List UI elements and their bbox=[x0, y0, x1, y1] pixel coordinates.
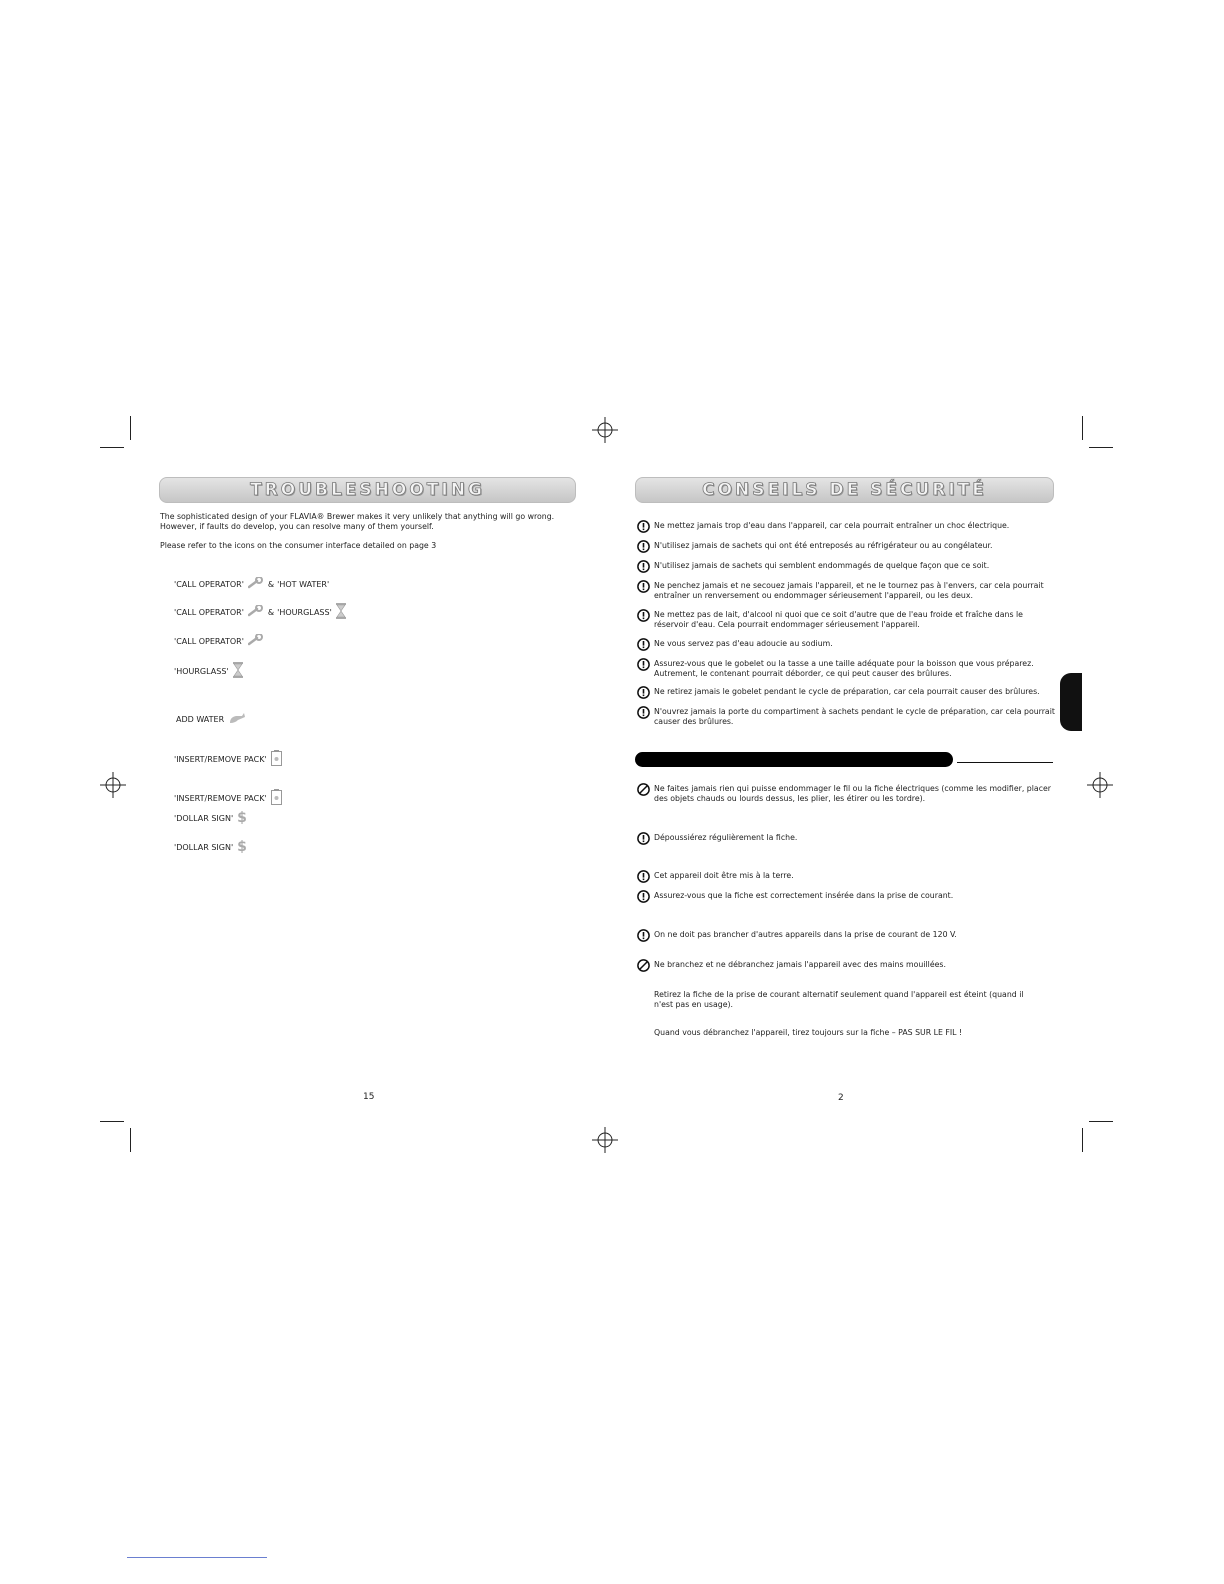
electrical-text: Ne branchez et ne débranchez jamais l'appareil avec des mains mouillées. bbox=[654, 960, 946, 969]
row-label: 'DOLLAR SIGN' bbox=[174, 842, 234, 852]
electrical-text: Ne faites jamais rien qui puisse endommager le fil ou la fiche électriques (comme les modifier, placer des objets chauds ou lourds dessus, les plier, les étirer ou les tordre). bbox=[654, 784, 1051, 803]
row-label: 'HOURGLASS' bbox=[174, 666, 229, 676]
trouble-row bbox=[174, 809, 251, 827]
safety-item bbox=[637, 561, 1055, 573]
registration-mark bbox=[1087, 772, 1113, 798]
section-bar bbox=[635, 752, 953, 767]
trouble-row bbox=[174, 575, 329, 593]
row-label: 'CALL OPERATOR' bbox=[174, 636, 244, 646]
page-number-left: 15 bbox=[363, 1092, 375, 1102]
add-water-icon bbox=[228, 711, 246, 727]
row-label: 'CALL OPERATOR' bbox=[174, 579, 244, 589]
electrical-text: Cet appareil doit être mis à la terre. bbox=[654, 871, 794, 880]
safety-text: N'ouvrez jamais la porte du compartiment à sachets pendant le cycle de préparation, car cela pourrait causer des brûlures. bbox=[654, 707, 1055, 726]
safety-item bbox=[637, 639, 1055, 651]
prohibited-icon bbox=[637, 783, 650, 796]
intro-line-1: The sophisticated design of your FLAVIA® Brewer makes it very unlikely that anything will go wrong. bbox=[160, 512, 555, 521]
row-label-2: 'HOURGLASS' bbox=[277, 607, 332, 617]
trouble-row bbox=[174, 789, 286, 807]
safety-text: Ne vous servez pas d'eau adoucie au sodium. bbox=[654, 639, 833, 648]
warning-icon bbox=[637, 686, 650, 699]
dollar-icon: $ bbox=[237, 810, 247, 826]
trouble-row bbox=[174, 603, 350, 621]
electrical-item bbox=[637, 930, 1055, 942]
electrical-text: On ne doit pas brancher d'autres appareils dans la prise de courant de 120 V. bbox=[654, 930, 957, 939]
warning-icon bbox=[637, 658, 650, 671]
electrical-item bbox=[637, 833, 1055, 845]
unplug-note: Retirez la fiche de la prise de courant alternatif seulement quand l'appareil est éteint (quand il n'est pas en usage). bbox=[654, 990, 1024, 1009]
safety-item bbox=[637, 707, 1055, 727]
warning-icon bbox=[637, 580, 650, 593]
warning-icon bbox=[637, 870, 650, 883]
dollar-icon: $ bbox=[237, 839, 247, 855]
row-label: ADD WATER bbox=[176, 714, 225, 724]
wrench-icon bbox=[248, 634, 264, 648]
row-connector: & bbox=[267, 607, 275, 617]
row-label: 'CALL OPERATOR' bbox=[174, 607, 244, 617]
row-label: 'DOLLAR SIGN' bbox=[174, 813, 234, 823]
electrical-item bbox=[637, 784, 1055, 804]
page-title-fr: CONSEILS DE SÉCURITÉ bbox=[702, 480, 987, 500]
trouble-row bbox=[174, 662, 247, 680]
troubleshooting-header bbox=[159, 477, 576, 503]
wrench-icon bbox=[248, 605, 264, 619]
safety-text: Assurez-vous que le gobelet ou la tasse a une taille adéquate pour la boisson que vous préparez. Autrement, le contenant pourrait déborder, ce qui peut causer des brûlures. bbox=[654, 659, 1034, 678]
safety-text: Ne retirez jamais le gobelet pendant le cycle de préparation, car cela pourrait causer des brûlures. bbox=[654, 687, 1040, 696]
safety-header bbox=[635, 477, 1054, 503]
warning-icon bbox=[637, 609, 650, 622]
row-connector: & bbox=[267, 579, 275, 589]
pack-icon bbox=[271, 750, 282, 768]
intro-line-2: However, if faults do develop, you can resolve many of them yourself. bbox=[160, 522, 434, 531]
page-number-right: 2 bbox=[838, 1093, 844, 1103]
warning-icon bbox=[637, 832, 650, 845]
warning-icon bbox=[637, 520, 650, 533]
warning-icon bbox=[637, 540, 650, 553]
hourglass-icon bbox=[336, 603, 346, 621]
safety-item bbox=[637, 687, 1055, 699]
pack-icon bbox=[271, 789, 282, 807]
safety-text: Ne mettez pas de lait, d'alcool ni quoi que ce soit d'autre que de l'eau froide et fraîche dans le réservoir d'eau. Cela pourrait endommager sérieusement l'appareil. bbox=[654, 610, 1023, 629]
registration-mark bbox=[100, 772, 126, 798]
warning-icon bbox=[637, 638, 650, 651]
electrical-item bbox=[637, 960, 1055, 972]
safety-item bbox=[637, 659, 1055, 679]
safety-item bbox=[637, 581, 1055, 601]
warning-icon bbox=[637, 929, 650, 942]
cord-note: Quand vous débranchez l'appareil, tirez toujours sur la fiche – PAS SUR LE FIL ! bbox=[654, 1028, 963, 1037]
safety-text: Ne penchez jamais et ne secouez jamais l'appareil, et ne le tournez pas à l'envers, car cela pourrait entraîner un renversement ou endommager sérieusement l'appareil, ou les deux. bbox=[654, 581, 1044, 600]
electrical-text: Assurez-vous que la fiche est correctement insérée dans la prise de courant. bbox=[654, 891, 954, 900]
safety-text: Ne mettez jamais trop d'eau dans l'appareil, car cela pourrait entraîner un choc électrique. bbox=[654, 521, 1010, 530]
electrical-text: Dépoussiérez régulièrement la fiche. bbox=[654, 833, 798, 842]
footer-line bbox=[127, 1557, 267, 1558]
page-title: TROUBLESHOOTING bbox=[250, 480, 485, 500]
safety-text: N'utilisez jamais de sachets qui semblent endommagés de quelque façon que ce soit. bbox=[654, 561, 990, 570]
safety-item bbox=[637, 541, 1055, 553]
electrical-item bbox=[637, 871, 1055, 883]
safety-item bbox=[637, 521, 1055, 533]
hourglass-icon bbox=[233, 662, 243, 680]
row-label: 'INSERT/REMOVE PACK' bbox=[174, 754, 267, 764]
refer-text: Please refer to the icons on the consumer interface detailed on page 3 bbox=[160, 541, 437, 550]
registration-mark bbox=[592, 417, 618, 443]
warning-icon bbox=[637, 890, 650, 903]
row-label-2: 'HOT WATER' bbox=[277, 579, 330, 589]
trouble-row bbox=[174, 838, 251, 856]
row-label: 'INSERT/REMOVE PACK' bbox=[174, 793, 267, 803]
warning-icon bbox=[637, 706, 650, 719]
trouble-row bbox=[174, 750, 286, 768]
trouble-row bbox=[174, 632, 268, 650]
language-tab bbox=[1060, 673, 1082, 731]
electrical-item bbox=[637, 891, 1055, 903]
registration-mark bbox=[592, 1127, 618, 1153]
prohibited-icon bbox=[637, 959, 650, 972]
trouble-row bbox=[176, 710, 250, 728]
safety-text: N'utilisez jamais de sachets qui ont été entreposés au réfrigérateur ou au congélateur. bbox=[654, 541, 993, 550]
section-rule bbox=[957, 762, 1053, 763]
safety-item bbox=[637, 610, 1055, 630]
warning-icon bbox=[637, 560, 650, 573]
wrench-icon bbox=[248, 577, 264, 591]
